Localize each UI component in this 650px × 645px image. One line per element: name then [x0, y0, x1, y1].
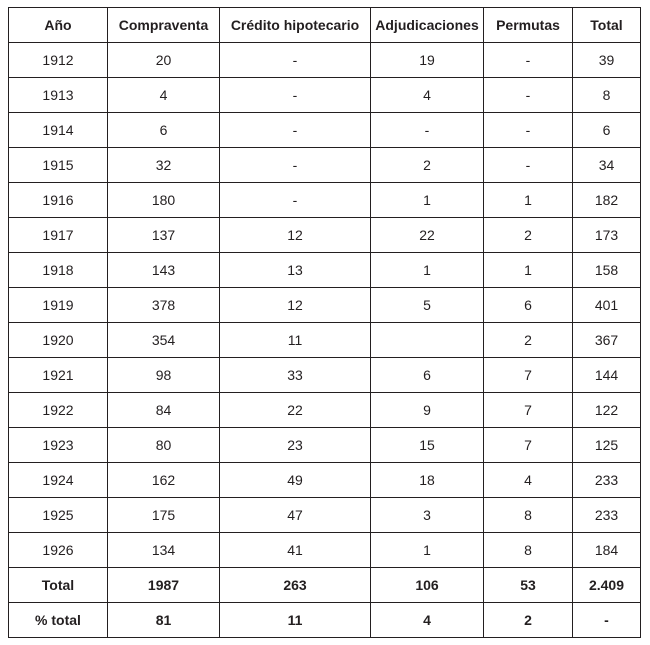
- percent-cell: 2: [484, 603, 573, 638]
- table-row: [9, 113, 641, 148]
- table-cell: -: [484, 113, 573, 148]
- year-cell: 1915: [9, 148, 108, 183]
- column-header-total: Total: [573, 8, 641, 43]
- table-cell: 233: [573, 463, 641, 498]
- table-cell: 13: [220, 253, 371, 288]
- table-cell: 18: [371, 463, 484, 498]
- table-cell: 19: [371, 43, 484, 78]
- percent-cell: 4: [371, 603, 484, 638]
- percent-cell: -: [573, 603, 641, 638]
- percent-cell: 81: [108, 603, 220, 638]
- table-cell: 5: [371, 288, 484, 323]
- table-row: [9, 463, 641, 498]
- year-cell: 1920: [9, 323, 108, 358]
- table-cell: 80: [108, 428, 220, 463]
- table-cell: 4: [371, 78, 484, 113]
- table-cell: 378: [108, 288, 220, 323]
- table-cell: 84: [108, 393, 220, 428]
- total-cell: 106: [371, 568, 484, 603]
- table-cell: 22: [220, 393, 371, 428]
- year-cell: 1921: [9, 358, 108, 393]
- table-cell: 6: [573, 113, 641, 148]
- table-cell: 1: [371, 183, 484, 218]
- column-header-ano: Año: [9, 8, 108, 43]
- table-cell: 41: [220, 533, 371, 568]
- table-cell: -: [484, 43, 573, 78]
- table-cell: -: [220, 43, 371, 78]
- table-cell: 162: [108, 463, 220, 498]
- table-cell: 49: [220, 463, 371, 498]
- table-row: [9, 498, 641, 533]
- table-cell: 9: [371, 393, 484, 428]
- table-cell: 22: [371, 218, 484, 253]
- table-row: [9, 218, 641, 253]
- table-cell: -: [484, 78, 573, 113]
- table-cell: 4: [484, 463, 573, 498]
- table-cell: -: [220, 183, 371, 218]
- total-cell: 2.409: [573, 568, 641, 603]
- table-cell: 20: [108, 43, 220, 78]
- table-body: [9, 43, 641, 568]
- table-row: [9, 78, 641, 113]
- table-cell: 6: [108, 113, 220, 148]
- year-cell: 1919: [9, 288, 108, 323]
- table-cell: 1: [371, 533, 484, 568]
- table-cell: 34: [573, 148, 641, 183]
- table-cell: 8: [484, 498, 573, 533]
- table-cell: 7: [484, 393, 573, 428]
- table-cell: 233: [573, 498, 641, 533]
- table-cell: 4: [108, 78, 220, 113]
- percent-total-row: [9, 603, 641, 638]
- table-cell: 144: [573, 358, 641, 393]
- year-cell: 1913: [9, 78, 108, 113]
- table-cell: 15: [371, 428, 484, 463]
- table-cell: 8: [573, 78, 641, 113]
- table-cell: 125: [573, 428, 641, 463]
- table-cell: 182: [573, 183, 641, 218]
- table-cell: 2: [371, 148, 484, 183]
- table-cell: 158: [573, 253, 641, 288]
- total-cell: 263: [220, 568, 371, 603]
- table-container: [8, 7, 641, 638]
- table-row: [9, 533, 641, 568]
- table-cell: 32: [108, 148, 220, 183]
- table-cell: 180: [108, 183, 220, 218]
- percent-cell: 11: [220, 603, 371, 638]
- table-cell: 12: [220, 218, 371, 253]
- table-cell: [371, 323, 484, 358]
- total-cell: 1987: [108, 568, 220, 603]
- table-cell: 1: [484, 183, 573, 218]
- table-cell: 98: [108, 358, 220, 393]
- table-cell: -: [484, 148, 573, 183]
- table-row: [9, 428, 641, 463]
- year-cell: 1923: [9, 428, 108, 463]
- column-header-compraventa: Compraventa: [108, 8, 220, 43]
- total-cell: 53: [484, 568, 573, 603]
- table-cell: 1: [371, 253, 484, 288]
- table-row: [9, 393, 641, 428]
- year-cell: 1916: [9, 183, 108, 218]
- table-cell: 1: [484, 253, 573, 288]
- table-row: [9, 43, 641, 78]
- table-cell: -: [220, 113, 371, 148]
- table-row: [9, 288, 641, 323]
- table-cell: -: [220, 78, 371, 113]
- year-cell: 1925: [9, 498, 108, 533]
- year-cell: 1922: [9, 393, 108, 428]
- table-row: [9, 253, 641, 288]
- column-header-permutas: Permutas: [484, 8, 573, 43]
- table-cell: 367: [573, 323, 641, 358]
- table-cell: 11: [220, 323, 371, 358]
- year-cell: 1918: [9, 253, 108, 288]
- table-cell: 8: [484, 533, 573, 568]
- header-row: [9, 8, 641, 43]
- year-cell: 1926: [9, 533, 108, 568]
- table-row: [9, 323, 641, 358]
- table-cell: 184: [573, 533, 641, 568]
- table-row: [9, 358, 641, 393]
- table-cell: 143: [108, 253, 220, 288]
- table-cell: 175: [108, 498, 220, 533]
- table-cell: 2: [484, 218, 573, 253]
- year-cell: 1912: [9, 43, 108, 78]
- table-cell: 401: [573, 288, 641, 323]
- total-row: [9, 568, 641, 603]
- table-cell: 39: [573, 43, 641, 78]
- column-header-credito-hipotecario: Crédito hipotecario: [220, 8, 371, 43]
- year-cell: 1914: [9, 113, 108, 148]
- table-cell: 23: [220, 428, 371, 463]
- year-cell: 1917: [9, 218, 108, 253]
- percent-cell: % total: [9, 603, 108, 638]
- table-cell: 2: [484, 323, 573, 358]
- total-cell: Total: [9, 568, 108, 603]
- table-cell: 173: [573, 218, 641, 253]
- table-row: [9, 148, 641, 183]
- table-cell: 137: [108, 218, 220, 253]
- table-cell: 47: [220, 498, 371, 533]
- table-cell: 33: [220, 358, 371, 393]
- year-cell: 1924: [9, 463, 108, 498]
- table-row: [9, 183, 641, 218]
- table-cell: -: [371, 113, 484, 148]
- table-cell: 3: [371, 498, 484, 533]
- table-cell: 7: [484, 428, 573, 463]
- table-cell: 6: [371, 358, 484, 393]
- column-header-adjudicaciones: Adjudicaciones: [371, 8, 484, 43]
- table-cell: 7: [484, 358, 573, 393]
- table-cell: -: [220, 148, 371, 183]
- table-cell: 6: [484, 288, 573, 323]
- table-cell: 12: [220, 288, 371, 323]
- table-cell: 122: [573, 393, 641, 428]
- data-table: [8, 7, 641, 638]
- table-cell: 354: [108, 323, 220, 358]
- table-cell: 134: [108, 533, 220, 568]
